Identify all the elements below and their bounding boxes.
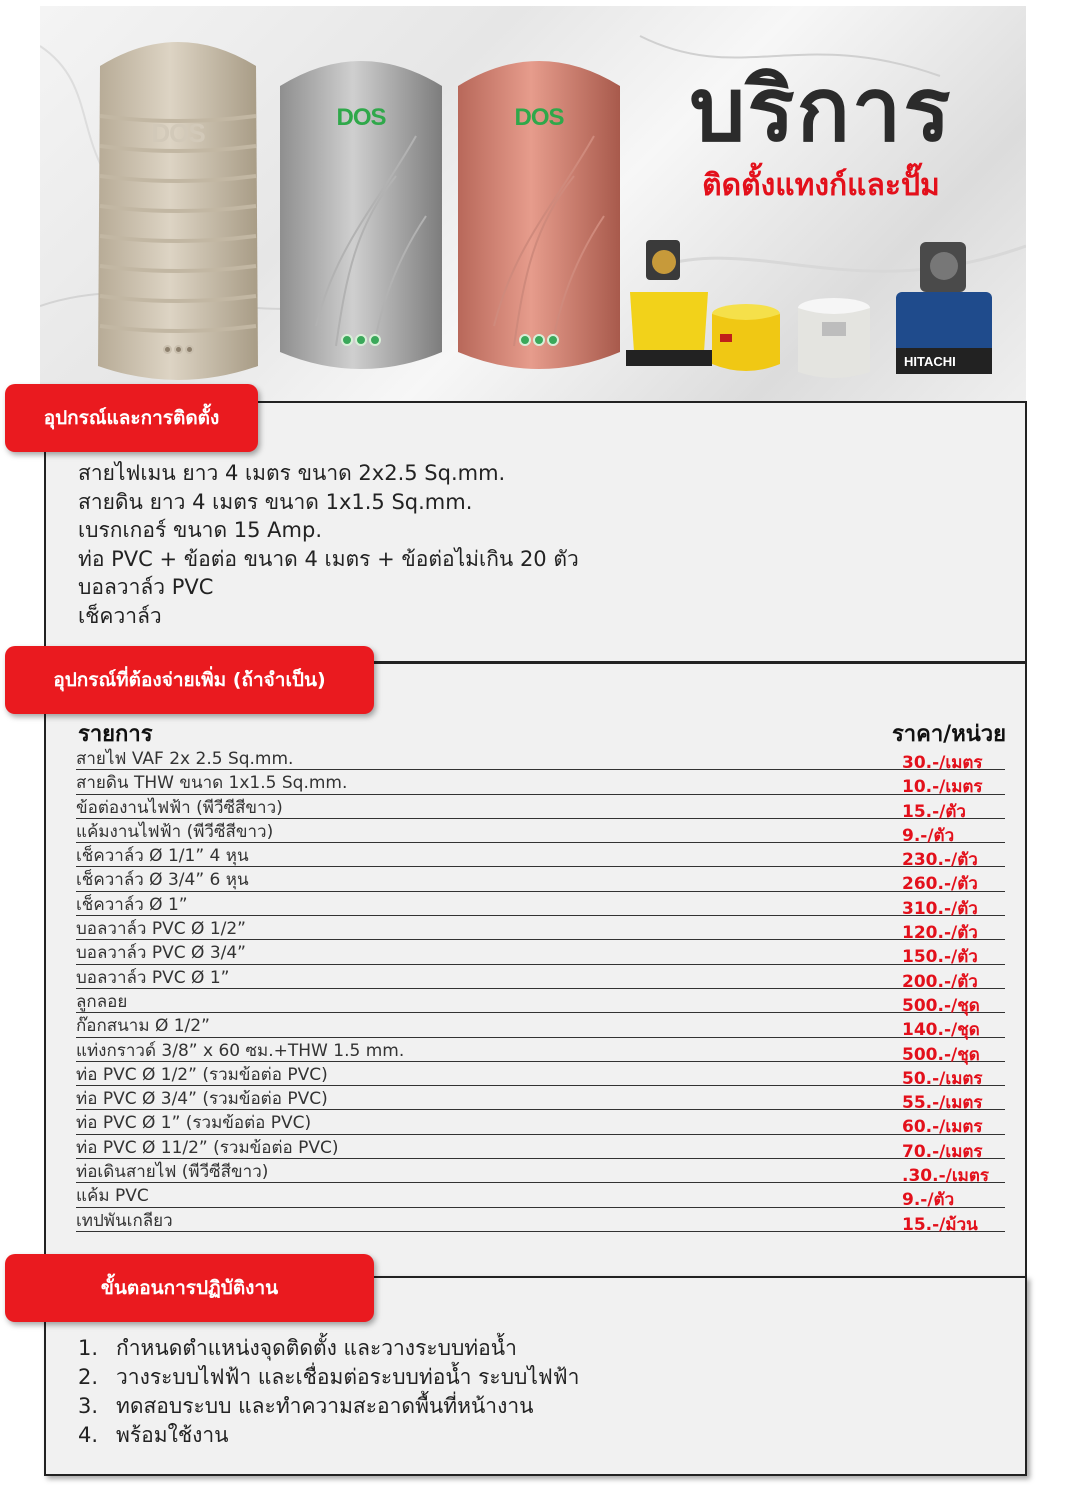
row-item-name: สายดิน THW ขนาด 1x1.5 Sq.mm. <box>76 773 348 794</box>
row-price: 10.-/เมตร <box>902 777 983 798</box>
row-item-name: ท่อ PVC Ø 1/2” (รวมข้อต่อ PVC) <box>76 1064 328 1085</box>
row-price: 120.-/ตัว <box>902 923 978 944</box>
step-number: 4. <box>78 1423 99 1447</box>
row-item-name: ก๊อกสนาม Ø 1/2” <box>76 1016 210 1037</box>
table-header-price: ราคา/หน่วย <box>891 722 1006 747</box>
row-item-name: เทปพันเกลียว <box>76 1210 173 1231</box>
row-item-name: ลูกลอย <box>76 991 128 1012</box>
table-row <box>76 1159 1005 1187</box>
step-text: วางระบบไฟฟ้า และเชื่อมต่อระบบท่อน้ำ ระบบไฟฟ้า <box>116 1365 580 1389</box>
section-tag-included: อุปกรณ์และการติดตั้ง <box>5 384 258 452</box>
table-row <box>76 1086 1005 1114</box>
tank-outlets <box>92 339 264 358</box>
step-number: 3. <box>78 1394 99 1418</box>
step-number: 2. <box>78 1365 99 1389</box>
row-item-name: บอลวาล์ว PVC Ø 1” <box>76 967 230 988</box>
list-item: สายไฟเมน ยาว 4 เมตร ขนาด 2x2.5 Sq.mm. <box>78 461 506 485</box>
row-item-name: แค้มงานไฟฟ้า (พีวีซีสีขาว) <box>76 821 274 842</box>
row-item-name: เช็ควาล์ว Ø 1/1” 4 หุน <box>76 846 249 867</box>
service-title: บริการ <box>689 58 953 161</box>
pink-water-tank <box>454 46 624 378</box>
list-item <box>78 1334 579 1363</box>
row-price: 70.-/เมตร <box>902 1141 983 1162</box>
work-steps-list <box>78 1334 579 1450</box>
service-subtitle: ติดตั้งแทงก์และปั๊ม <box>702 168 940 203</box>
row-item-name: สายไฟ VAF 2x 2.5 Sq.mm. <box>76 749 294 769</box>
table-row <box>76 867 1005 895</box>
row-item-name: บอลวาล์ว PVC Ø 1/2” <box>76 919 246 940</box>
row-item-name: แค้ม PVC <box>76 1186 149 1207</box>
row-price: 9.-/ตัว <box>902 825 955 846</box>
table-row <box>76 770 1005 798</box>
table-row <box>76 940 1005 968</box>
table-row <box>76 916 1005 944</box>
step-number: 1. <box>78 1336 99 1360</box>
table-row <box>76 892 1005 919</box>
table-row <box>76 1062 1005 1089</box>
row-item-name: ท่อ PVC Ø 1” (รวมข้อต่อ PVC) <box>76 1113 312 1134</box>
list-item <box>78 1421 579 1450</box>
row-price: 15.-/ม้วน <box>902 1214 978 1235</box>
table-header-item: รายการ <box>78 722 153 747</box>
pink-tank-shape <box>454 46 624 378</box>
table-row <box>76 795 1005 822</box>
section-tag-extra-cost: อุปกรณ์ที่ต้องจ่ายเพิ่ม (ถ้าจำเป็น) <box>5 646 374 714</box>
step-text: พร้อมใช้งาน <box>116 1423 229 1447</box>
table-row <box>76 746 1005 773</box>
row-price: 500.-/ชุด <box>902 995 980 1016</box>
yellow-water-pump <box>624 232 714 372</box>
yellow-pump-cover <box>710 302 782 376</box>
row-price: 140.-/ชุด <box>902 1020 980 1041</box>
list-item: ท่อ PVC + ข้อต่อ ขนาด 4 เมตร + ข้อต่อไม่เกิน 20 ตัว <box>78 546 579 571</box>
row-price: 60.-/เมตร <box>902 1117 983 1138</box>
row-item-name: บอลวาล์ว PVC Ø 3/4” <box>76 943 246 964</box>
list-item: สายดิน ยาว 4 เมตร ขนาด 1x1.5 Sq.mm. <box>78 489 473 514</box>
table-row <box>76 989 1005 1016</box>
grey-tank-shape <box>276 46 446 378</box>
row-price: 50.-/เมตร <box>902 1068 983 1089</box>
row-price: 30.-/เมตร <box>902 753 983 773</box>
tank-valves <box>276 331 446 350</box>
grey-water-tank <box>276 46 446 378</box>
table-row <box>76 1208 1005 1235</box>
row-price: 500.-/ชุด <box>902 1044 980 1065</box>
tank-logo: DOS <box>151 118 205 148</box>
section-tag-work-steps: ขั้นตอนการปฏิบัติงาน <box>5 1254 374 1322</box>
pump-brand-label: HITACHI <box>904 354 956 369</box>
row-price: 200.-/ตัว <box>902 971 978 992</box>
row-item-name: เช็ควาล์ว Ø 3/4” 6 หุน <box>76 870 249 891</box>
row-price: 310.-/ตัว <box>902 898 978 919</box>
row-price: 150.-/ตัว <box>902 947 978 968</box>
row-item-name: ท่อ PVC Ø 11/2” (รวมข้อต่อ PVC) <box>76 1137 339 1158</box>
table-row <box>76 843 1005 871</box>
row-item-name: ท่อ PVC Ø 3/4” (รวมข้อต่อ PVC) <box>76 1089 328 1110</box>
step-text: กำหนดตำแหน่งจุดติดตั้ง และวางระบบท่อน้ำ <box>116 1336 517 1360</box>
price-table <box>76 746 1005 1235</box>
step-text: ทดสอบระบบ และทำความสะอาดพื้นที่หน้างาน <box>116 1394 534 1418</box>
row-price: 15.-/ตัว <box>902 801 966 822</box>
list-item <box>78 1392 579 1421</box>
tank-valves <box>454 331 624 350</box>
table-row <box>76 1013 1005 1041</box>
beige-tank-shape <box>92 26 264 386</box>
table-row <box>76 965 1005 992</box>
table-row <box>76 1110 1005 1138</box>
row-item-name: เช็ควาล์ว Ø 1” <box>76 894 188 915</box>
tank-logo: DOS <box>336 104 386 131</box>
row-item-name: แท่งกราวด์ 3/8” x 60 ซม.+THW 1.5 mm. <box>76 1040 405 1061</box>
row-price: 9.-/ตัว <box>902 1190 955 1211</box>
white-pump-cover <box>796 296 872 382</box>
list-item <box>78 1363 579 1392</box>
list-item: บอลวาล์ว PVC <box>78 575 214 599</box>
row-price: 230.-/ตัว <box>902 850 978 871</box>
beige-water-tank <box>92 26 264 386</box>
row-price: 260.-/ตัว <box>902 874 978 895</box>
table-row <box>76 1038 1005 1065</box>
included-equipment-list <box>78 459 579 630</box>
list-item: เช็ควาล์ว <box>78 603 162 628</box>
hitachi-water-pump <box>886 236 998 386</box>
row-price: .30.-/เมตร <box>902 1166 990 1187</box>
service-banner <box>40 6 1026 402</box>
tank-logo: DOS <box>514 104 564 131</box>
table-row <box>76 819 1005 846</box>
row-price: 55.-/เมตร <box>902 1093 983 1114</box>
row-item-name: ท่อเดินสายไฟ (พีวีซีสีขาว) <box>76 1162 269 1183</box>
list-item: เบรกเกอร์ ขนาด 15 Amp. <box>78 518 323 542</box>
table-row <box>76 1183 1005 1211</box>
row-item-name: ข้อต่องานไฟฟ้า (พีวีซีสีขาว) <box>76 797 283 818</box>
table-row <box>76 1135 1005 1162</box>
